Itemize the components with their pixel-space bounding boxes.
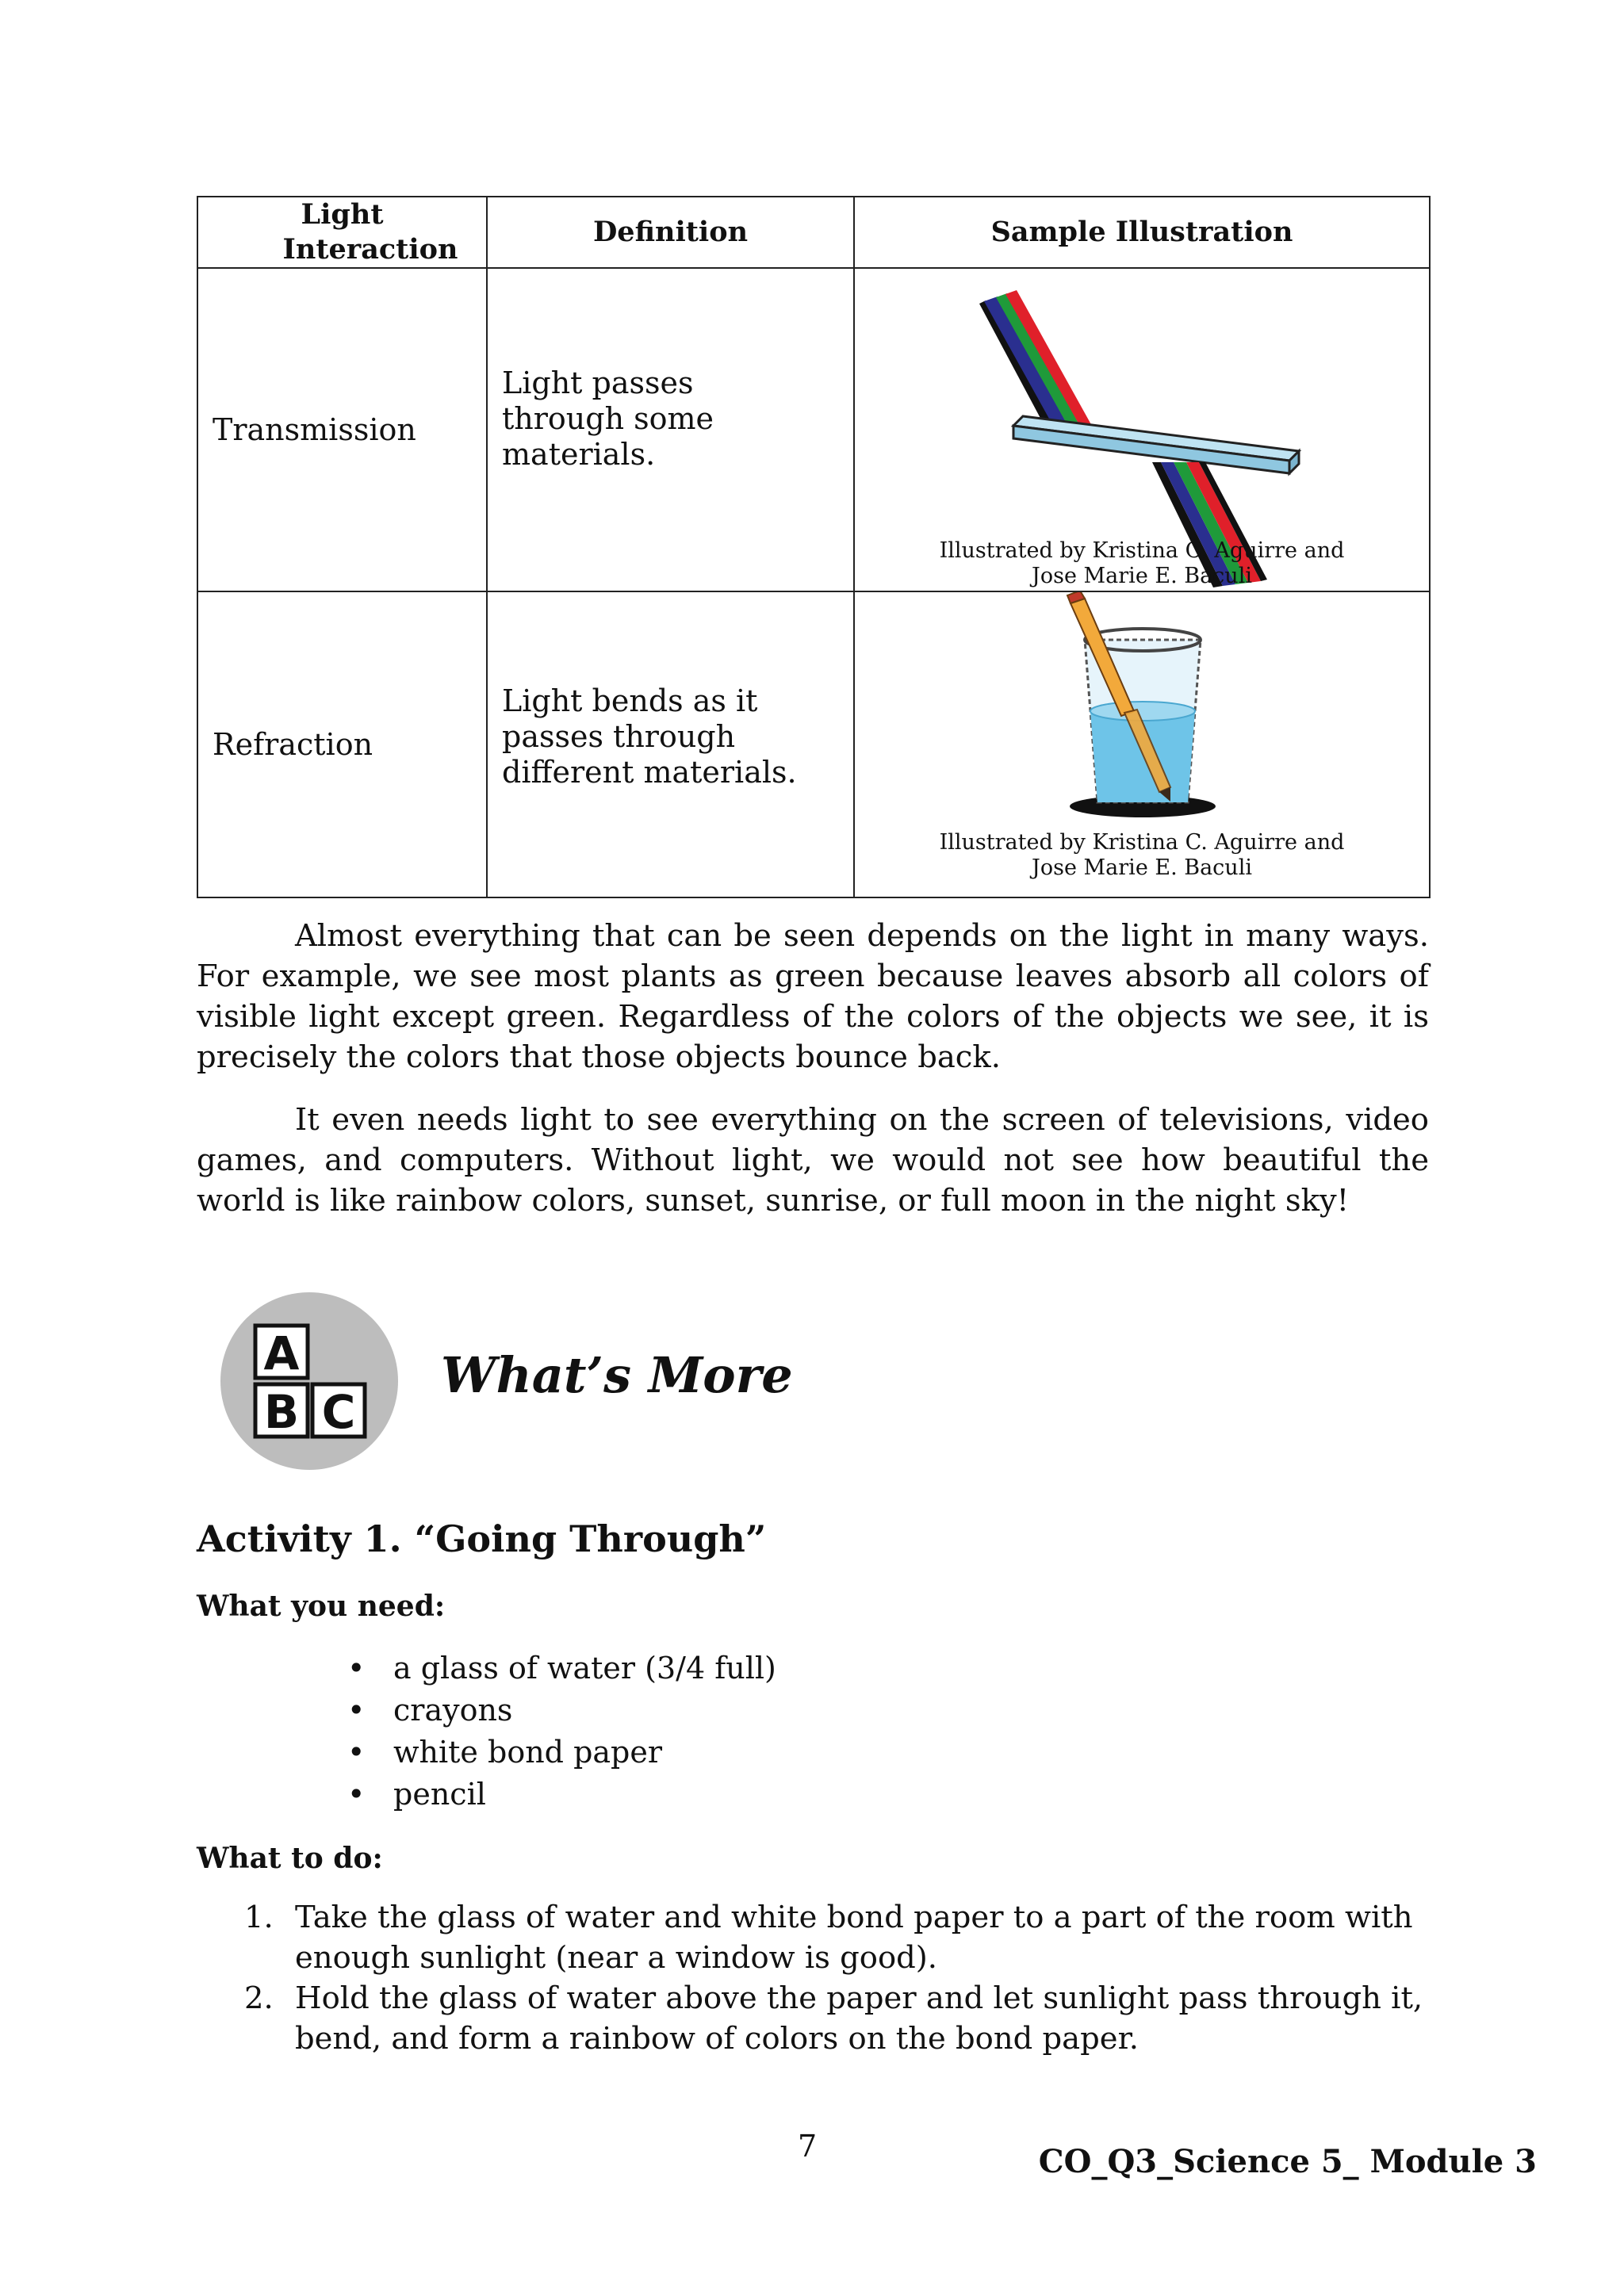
- definition-text: Light passes through some materials.: [502, 365, 714, 472]
- definition-text: Light bends as it passes through different materials.: [502, 683, 797, 790]
- illustration-credit: [855, 830, 1429, 881]
- header-light-interaction-label: Light Interaction: [282, 198, 458, 266]
- what-you-need-heading: What you need:: [197, 1590, 446, 1623]
- step-text: Take the glass of water and white bond paper to a part of the room with enough sunlight (near a window is good).: [295, 1900, 1413, 1976]
- activity-title: Activity 1. “Going Through”: [197, 1517, 767, 1560]
- credit-line-1: Illustrated by Kristina C. Aguirre and: [939, 830, 1345, 855]
- list-item: [341, 1774, 776, 1816]
- module-code: CO_Q3_Science 5_ Module 3: [1038, 2143, 1537, 2180]
- header-sample-illustration: Sample Illustration: [854, 197, 1430, 268]
- table-header-row: [197, 197, 1430, 268]
- list-item: [197, 1897, 1429, 1978]
- illustration-cell: [854, 268, 1430, 591]
- list-item-text: crayons: [393, 1693, 513, 1728]
- illustration-credit: [855, 538, 1429, 589]
- illustration-cell: [854, 591, 1430, 897]
- interaction-definition: [487, 591, 854, 897]
- badge-letter-c: C: [321, 1385, 356, 1439]
- materials-list: [341, 1647, 776, 1816]
- interaction-name: Refraction: [197, 591, 487, 897]
- step-number: 2.: [244, 1980, 274, 2016]
- page-number: 7: [798, 2129, 818, 2164]
- water-surface: [1090, 702, 1195, 721]
- bullet-icon: •: [347, 1777, 366, 1812]
- body-paragraph: It even needs light to see everything on the screen of televisions, video games, and computers. Without light, we would not see how beautiful the world is like rainbow colors, sunset, sunrise, or full moon in the night sky!: [197, 1102, 1429, 1219]
- abc-blocks-icon: [216, 1286, 403, 1476]
- table-row: [197, 268, 1430, 591]
- credit-line-2: Jose Marie E. Baculi: [1032, 564, 1252, 588]
- bullet-icon: •: [347, 1651, 366, 1686]
- what-to-do-heading: What to do:: [197, 1842, 383, 1875]
- body-paragraph: Almost everything that can be seen depends on the light in many ways. For example, we see most plants as green because leaves absorb all colors of visible light except green. Regardless of the colors of the objects we see, it is precisely the colors that those objects bounce back.: [197, 918, 1429, 1075]
- header-definition: Definition: [487, 197, 854, 268]
- list-item: [341, 1647, 776, 1689]
- section-title: What’s More: [441, 1346, 793, 1404]
- header-light-interaction: [197, 197, 487, 268]
- bullet-icon: •: [347, 1693, 366, 1728]
- badge-letter-a: A: [263, 1326, 300, 1380]
- table-row: [197, 591, 1430, 897]
- light-interaction-table: [197, 196, 1431, 898]
- interaction-definition: [487, 268, 854, 591]
- interaction-name: Transmission: [197, 268, 487, 591]
- list-item: [341, 1689, 776, 1732]
- badge-letter-b: B: [263, 1385, 300, 1439]
- steps-list: [197, 1897, 1429, 2059]
- list-item-text: pencil: [393, 1777, 486, 1812]
- bullet-icon: •: [347, 1735, 366, 1770]
- list-item: [197, 1978, 1429, 2059]
- credit-line-2: Jose Marie E. Baculi: [1032, 855, 1252, 880]
- list-item-text: white bond paper: [393, 1735, 663, 1770]
- list-item-text: a glass of water (3/4 full): [393, 1651, 776, 1686]
- step-text: Hold the glass of water above the paper and let sunlight pass through it, bend, and form a rainbow of colors on the bond paper.: [295, 1980, 1423, 2057]
- list-item: [341, 1732, 776, 1774]
- credit-line-1: Illustrated by Kristina C. Aguirre and: [939, 538, 1345, 563]
- step-number: 1.: [244, 1900, 274, 1935]
